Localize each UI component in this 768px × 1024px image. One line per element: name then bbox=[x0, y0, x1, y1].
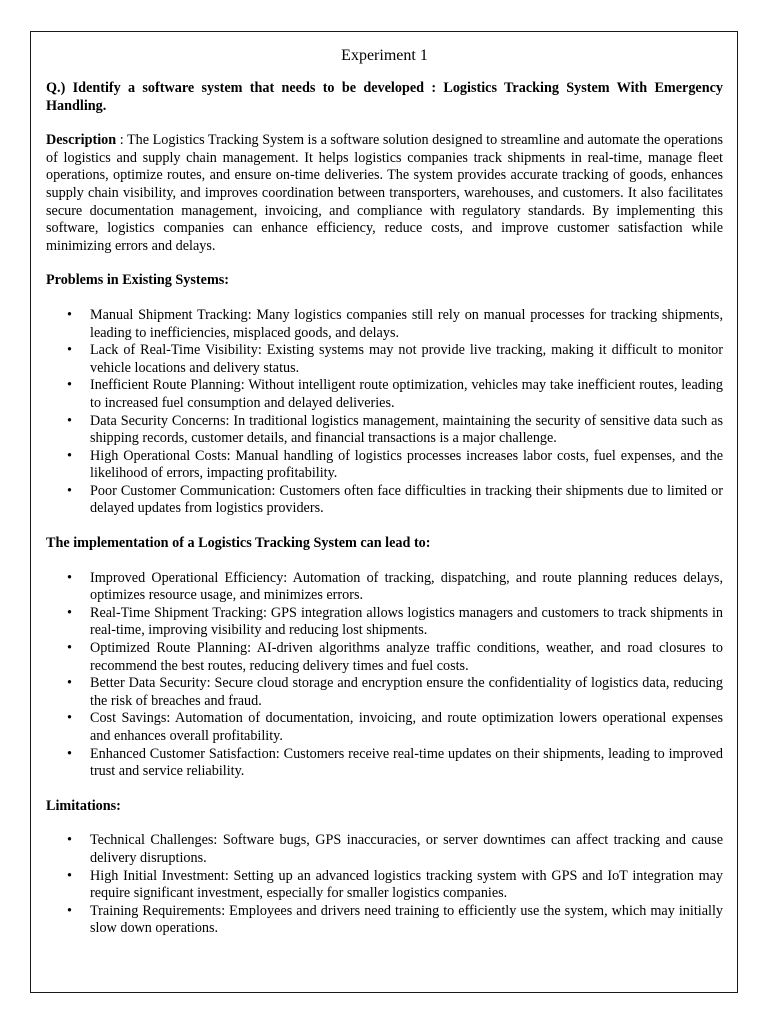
list-item-text: Real-Time Shipment Tracking: GPS integration allows logistics managers and customers to track shipments in real-time, improving visibility and reducing lost shipments. bbox=[90, 604, 723, 639]
bullet-icon: • bbox=[67, 306, 72, 323]
list-item bbox=[46, 570, 723, 605]
bullet-icon: • bbox=[67, 569, 72, 586]
list-item-text: Manual Shipment Tracking: Many logistics companies still rely on manual processes for tracking shipments, leading to inefficiencies, misplaced goods, and delays. bbox=[90, 306, 723, 341]
list-item-text: Cost Savings: Automation of documentation, invoicing, and route optimization lowers operational expenses and enhances overall profitability. bbox=[90, 710, 723, 744]
bullet-icon: • bbox=[67, 832, 72, 849]
list-item bbox=[46, 342, 723, 377]
bullet-icon: • bbox=[67, 342, 72, 359]
bullet-icon: • bbox=[67, 640, 72, 657]
list-item bbox=[46, 605, 723, 640]
document-body bbox=[46, 46, 723, 955]
list-item-text: Lack of Real-Time Visibility: Existing systems may not provide live tracking, making it difficult to monitor vehicle locations and delivery status. bbox=[90, 342, 723, 376]
section-heading-limitations: Limitations: bbox=[46, 797, 121, 814]
bullet-icon: • bbox=[67, 867, 72, 884]
bullet-icon: • bbox=[67, 604, 72, 621]
list-item bbox=[46, 448, 723, 483]
list-item bbox=[46, 307, 723, 342]
limitations-list bbox=[46, 832, 723, 938]
list-item-text: High Operational Costs: Manual handling of logistics processes increases labor costs, fuel expenses, and the likelihood of errors, impacting profitability. bbox=[90, 447, 723, 482]
list-item-text: Improved Operational Efficiency: Automation of tracking, dispatching, and route planning reduces delays, optimizes resource usage, and minimizes errors. bbox=[90, 569, 723, 604]
list-item bbox=[46, 640, 723, 675]
problems-list bbox=[46, 307, 723, 518]
bullet-icon: • bbox=[67, 675, 72, 692]
bullet-icon: • bbox=[67, 710, 72, 727]
list-item bbox=[46, 746, 723, 781]
list-item-text: Poor Customer Communication: Customers often face difficulties in tracking their shipments due to limited or delayed updates from logistics providers. bbox=[90, 482, 723, 517]
bullet-icon: • bbox=[67, 902, 72, 919]
description-text: : The Logistics Tracking System is a software solution designed to streamline and automate the operations of logistics and supply chain management. It helps logistics companies track shipments in real-time, manage fleet operations, optimize routes, and ensure on-time deliveries. The system provides accurate tracking of goods, enhances supply chain visibility, and improves coordination between transporters, warehouses, and customers. It also facilitates secure documentation management, invoicing, and compliance with regulatory standards. By implementing this software, logistics companies can enhance efficiency, reduce costs, and improve customer satisfaction while minimizing errors and delays. bbox=[46, 132, 723, 254]
list-item-text: Optimized Route Planning: AI-driven algorithms analyze traffic conditions, weather, and road closures to recommend the best routes, reducing delivery times and fuel costs. bbox=[90, 640, 723, 674]
bullet-icon: • bbox=[67, 447, 72, 464]
list-item-text: Better Data Security: Secure cloud storage and encryption ensure the confidentiality of logistics data, reducing the risk of breaches and fraud. bbox=[90, 675, 723, 709]
list-item bbox=[46, 710, 723, 745]
list-item bbox=[46, 675, 723, 710]
list-item-text: Inefficient Route Planning: Without intelligent route optimization, vehicles may take inefficient routes, leading to increased fuel consumption and delayed deliveries. bbox=[90, 377, 723, 411]
description-paragraph bbox=[46, 132, 723, 255]
bullet-icon: • bbox=[67, 482, 72, 499]
list-item-text: Data Security Concerns: In traditional logistics management, maintaining the security of sensitive data such as shipping records, customer details, and financial transactions is a major challenge. bbox=[90, 412, 723, 447]
list-item bbox=[46, 868, 723, 903]
bullet-icon: • bbox=[67, 377, 72, 394]
benefits-list bbox=[46, 570, 723, 781]
section-heading-problems: Problems in Existing Systems: bbox=[46, 272, 230, 289]
list-item bbox=[46, 832, 723, 867]
document-title: Experiment 1 bbox=[341, 47, 428, 64]
bullet-icon: • bbox=[67, 412, 72, 429]
list-item-text: Enhanced Customer Satisfaction: Customers receive real-time updates on their shipments, leading to improved trust and service reliability. bbox=[90, 745, 723, 780]
question-text: Q.) Identify a software system that needs to be developed : Logistics Tracking System With Emergency Handling. bbox=[46, 80, 723, 114]
list-item-text: High Initial Investment: Setting up an advanced logistics tracking system with GPS and IoT integration may require significant investment, especially for smaller logistics companies. bbox=[90, 867, 723, 902]
list-item bbox=[46, 483, 723, 518]
list-item bbox=[46, 377, 723, 412]
bullet-icon: • bbox=[67, 745, 72, 762]
section-heading-implementation: The implementation of a Logistics Tracking System can lead to: bbox=[46, 535, 431, 552]
list-item-text: Training Requirements: Employees and drivers need training to efficiently use the system, which may initially slow down operations. bbox=[90, 902, 723, 937]
list-item bbox=[46, 903, 723, 938]
description-label: Description bbox=[46, 132, 117, 149]
list-item bbox=[46, 413, 723, 448]
list-item-text: Technical Challenges: Software bugs, GPS inaccuracies, or server downtimes can affect tracking and cause delivery disruptions. bbox=[90, 832, 723, 866]
